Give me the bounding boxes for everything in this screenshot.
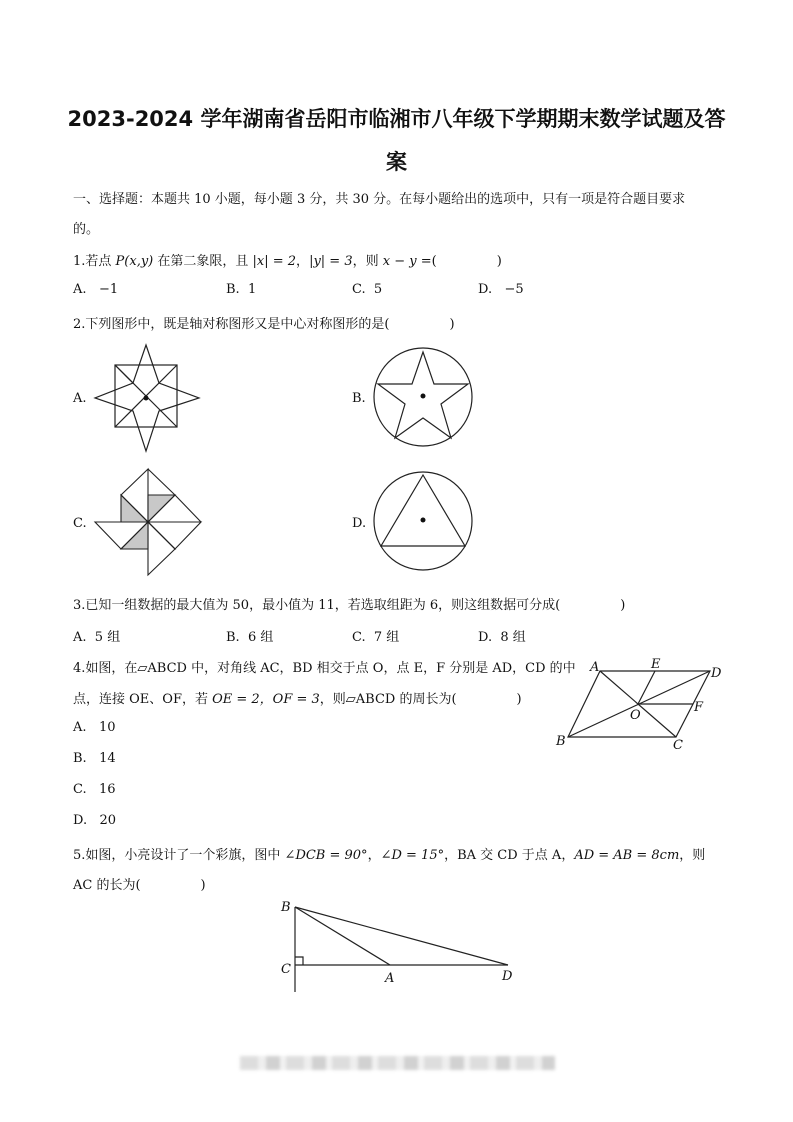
q2-label-a: A. bbox=[73, 391, 87, 406]
figure-flag bbox=[276, 898, 526, 994]
page-title-continued: 案 bbox=[386, 150, 407, 174]
q1-condition-y: |y| = 3 bbox=[309, 254, 353, 269]
question-3-stem: 3.已知一组数据的最大值为 50，最小值为 11，若选取组距为 6，则这组数据可分成( ) bbox=[73, 598, 626, 613]
q4-option-d: D. 20 bbox=[73, 813, 117, 828]
page-title: 2023-2024 学年湖南省岳阳市临湘市八年级下学期期末数学试题及答 bbox=[67, 107, 726, 131]
q3-option-c: C. 7 组 bbox=[352, 630, 400, 645]
q3-option-d: D. 8 组 bbox=[478, 630, 526, 645]
q4-label-E: E bbox=[651, 657, 661, 672]
blurred-footer-watermark bbox=[240, 1056, 555, 1070]
q4-option-a: A. 10 bbox=[73, 720, 116, 735]
q4-condition: OE = 2，OF = 3 bbox=[212, 692, 320, 707]
question-4-line2: 点，连接 OE、OF，若 OE = 2，OF = 3，则▱ABCD 的周长为( ) bbox=[73, 692, 522, 707]
q4-option-b: B. 14 bbox=[73, 751, 116, 766]
q4-label-D: D bbox=[711, 666, 722, 681]
q5-label-A: A bbox=[385, 971, 395, 986]
q2-label-b: B. bbox=[352, 391, 366, 406]
q1-option-d: D. −5 bbox=[478, 282, 524, 297]
q4-label-O: O bbox=[630, 708, 641, 723]
q3-option-a: A. 5 组 bbox=[73, 630, 121, 645]
q2-label-c: C. bbox=[73, 516, 87, 531]
figure-triangle-circle bbox=[372, 470, 474, 572]
question-1-stem: 1.若点 P(x,y) 在第二象限，且 |x| = 2，|y| = 3，则 x − y =( ) bbox=[73, 254, 502, 269]
q5-angle-dcb: ∠DCB = 90° bbox=[284, 848, 368, 863]
q1-expression: x − y = bbox=[382, 254, 432, 269]
q3-option-b: B. 6 组 bbox=[226, 630, 274, 645]
q4-label-F: F bbox=[694, 700, 704, 715]
q1-option-b: B. 1 bbox=[226, 282, 257, 297]
q5-label-B: B bbox=[281, 900, 291, 915]
q1-option-a: A. −1 bbox=[73, 282, 119, 297]
q4-label-A: A bbox=[590, 660, 600, 675]
figure-pinwheel bbox=[93, 467, 203, 577]
q5-label-D: D bbox=[502, 969, 513, 984]
q5-condition: AD = AB = 8cm bbox=[574, 848, 680, 863]
question-4-line1: 4.如图，在▱ABCD 中，对角线 AC，BD 相交于点 O，点 E，F 分别是 AD，CD 的中 bbox=[73, 661, 576, 676]
section-instructions-continued: 的。 bbox=[73, 222, 100, 237]
section-instructions: 一、选择题：本题共 10 小题，每小题 3 分，共 30 分。在每小题给出的选项中，只有一项是符合题目要求 bbox=[73, 192, 686, 207]
q4-label-B: B bbox=[556, 734, 566, 749]
q2-label-d: D. bbox=[352, 516, 367, 531]
question-2-stem: 2.下列图形中，既是轴对称图形又是中心对称图形的是( ) bbox=[73, 317, 455, 332]
figure-star-circle bbox=[372, 346, 474, 448]
q5-label-C: C bbox=[281, 962, 291, 977]
figure-parallelogram bbox=[550, 655, 730, 755]
q1-point: P(x,y) bbox=[115, 254, 154, 269]
q4-label-C: C bbox=[673, 738, 683, 753]
q1-condition-x: |x| = 2 bbox=[252, 254, 297, 269]
figure-star-square bbox=[93, 343, 203, 453]
question-5-line1: 5.如图，小亮设计了一个彩旗，图中 ∠DCB = 90°，∠D = 15°，BA 交 CD 于点 A，AD = AB = 8cm，则 bbox=[73, 848, 706, 863]
q1-option-c: C. 5 bbox=[352, 282, 383, 297]
q5-angle-d: ∠D = 15° bbox=[380, 848, 445, 863]
question-5-line2: AC 的长为( ) bbox=[73, 878, 206, 893]
q4-option-c: C. 16 bbox=[73, 782, 116, 797]
